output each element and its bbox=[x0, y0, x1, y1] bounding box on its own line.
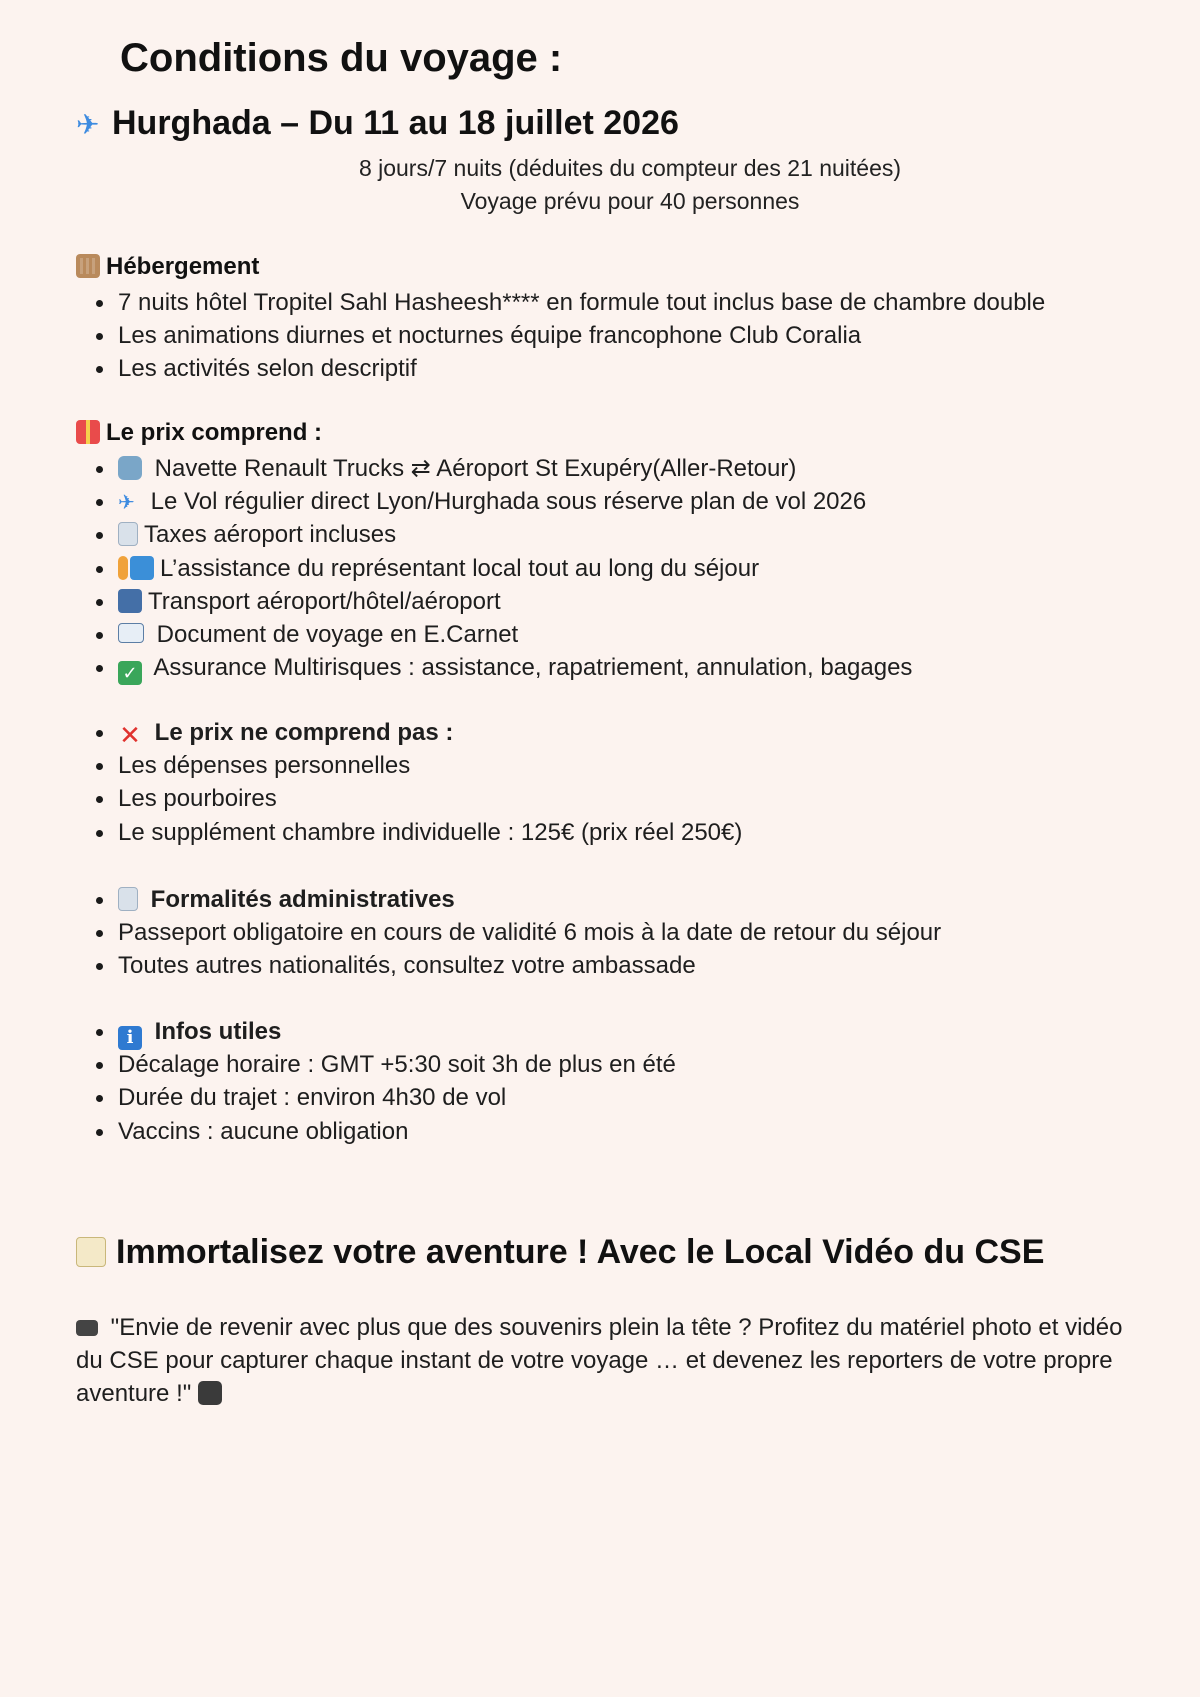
document-icon bbox=[118, 887, 138, 911]
video-camera-icon bbox=[76, 1320, 98, 1336]
list-item: L’assistance du représentant local tout au long du séjour bbox=[96, 552, 912, 585]
trip-capacity: Voyage prévu pour 40 personnes bbox=[460, 188, 800, 214]
trip-title bbox=[76, 104, 679, 143]
info-icon: i bbox=[118, 1026, 142, 1050]
list-item: Document de voyage en E.Carnet bbox=[96, 618, 912, 651]
hotel-icon bbox=[76, 254, 100, 278]
section-prix-comprend-heading bbox=[76, 419, 322, 447]
prix-ne-comprend-pas-list bbox=[96, 716, 742, 849]
list-item: Vaccins : aucune obligation bbox=[96, 1115, 676, 1148]
list-item: ✈ Le Vol régulier direct Lyon/Hurghada sous réserve plan de vol 2026 bbox=[96, 485, 912, 518]
list-item: Durée du trajet : environ 4h30 de vol bbox=[96, 1081, 676, 1114]
list-item: Le supplément chambre individuelle : 125€ (prix réel 250€) bbox=[96, 816, 742, 849]
list-item: Les animations diurnes et nocturnes équipe francophone Club Coralia bbox=[96, 319, 1045, 352]
trip-title-text: Hurghada – Du 11 au 18 juillet 2026 bbox=[112, 104, 679, 142]
document-icon bbox=[118, 522, 138, 546]
hebergement-heading-text: Hébergement bbox=[106, 253, 260, 280]
page-title: Conditions du voyage : bbox=[120, 36, 563, 80]
list-item: Les pourboires bbox=[96, 782, 742, 815]
list-item: Toutes autres nationalités, consultez votre ambassade bbox=[96, 949, 941, 982]
male-sign-icon bbox=[130, 556, 154, 580]
list-item: ✓ Assurance Multirisques : assistance, rapatriement, annulation, bagages bbox=[96, 651, 912, 684]
infos-list bbox=[96, 1015, 676, 1148]
check-mark-icon: ✓ bbox=[118, 661, 142, 685]
list-item-heading: ✕ Le prix ne comprend pas : bbox=[96, 716, 742, 749]
airplane-icon: ✈ bbox=[76, 108, 100, 141]
camera-icon bbox=[198, 1381, 222, 1405]
formalites-list bbox=[96, 883, 941, 983]
section-hebergement-heading bbox=[76, 253, 259, 281]
book-icon bbox=[118, 623, 144, 643]
list-item: Navette Renault Trucks ⇄ Aéroport St Exupéry(Aller-Retour) bbox=[96, 452, 912, 485]
airplane-icon: ✈ bbox=[118, 490, 135, 515]
cross-mark-icon: ✕ bbox=[119, 720, 141, 750]
cta-title bbox=[76, 1233, 1044, 1272]
person-icon bbox=[118, 556, 128, 580]
cta-paragraph bbox=[76, 1311, 1126, 1410]
list-item: Taxes aéroport incluses bbox=[96, 518, 912, 551]
memo-icon bbox=[76, 1237, 106, 1267]
transport-icon bbox=[118, 589, 142, 613]
bus-icon bbox=[118, 456, 142, 480]
list-item: 7 nuits hôtel Tropitel Sahl Hasheesh**** en formule tout inclus base de chambre double bbox=[96, 286, 1045, 319]
prix-comprend-list bbox=[96, 452, 912, 684]
list-item: Transport aéroport/hôtel/aéroport bbox=[96, 585, 912, 618]
hebergement-list bbox=[96, 286, 1045, 386]
cta-text: "Envie de revenir avec plus que des souvenirs plein la tête ? Profitez du matériel photo et vidéo du CSE pour capturer chaque instant de votre voyage … et devenez les reporters de votre propre aventure !" bbox=[76, 1314, 1123, 1407]
list-item-heading: Formalités administratives bbox=[96, 883, 941, 916]
list-item-heading: i Infos utiles bbox=[96, 1015, 676, 1048]
list-item: Les activités selon descriptif bbox=[96, 352, 1045, 385]
cta-title-text: Immortalisez votre aventure ! Avec le Local Vidéo du CSE bbox=[116, 1233, 1045, 1271]
prix-comprend-heading-text: Le prix comprend : bbox=[106, 419, 323, 446]
trip-duration: 8 jours/7 nuits (déduites du compteur des 21 nuitées) bbox=[358, 155, 902, 181]
list-item: Passeport obligatoire en cours de validité 6 mois à la date de retour du séjour bbox=[96, 916, 941, 949]
list-item: Décalage horaire : GMT +5:30 soit 3h de plus en été bbox=[96, 1048, 676, 1081]
list-item: Les dépenses personnelles bbox=[96, 749, 742, 782]
gift-icon bbox=[76, 420, 100, 444]
